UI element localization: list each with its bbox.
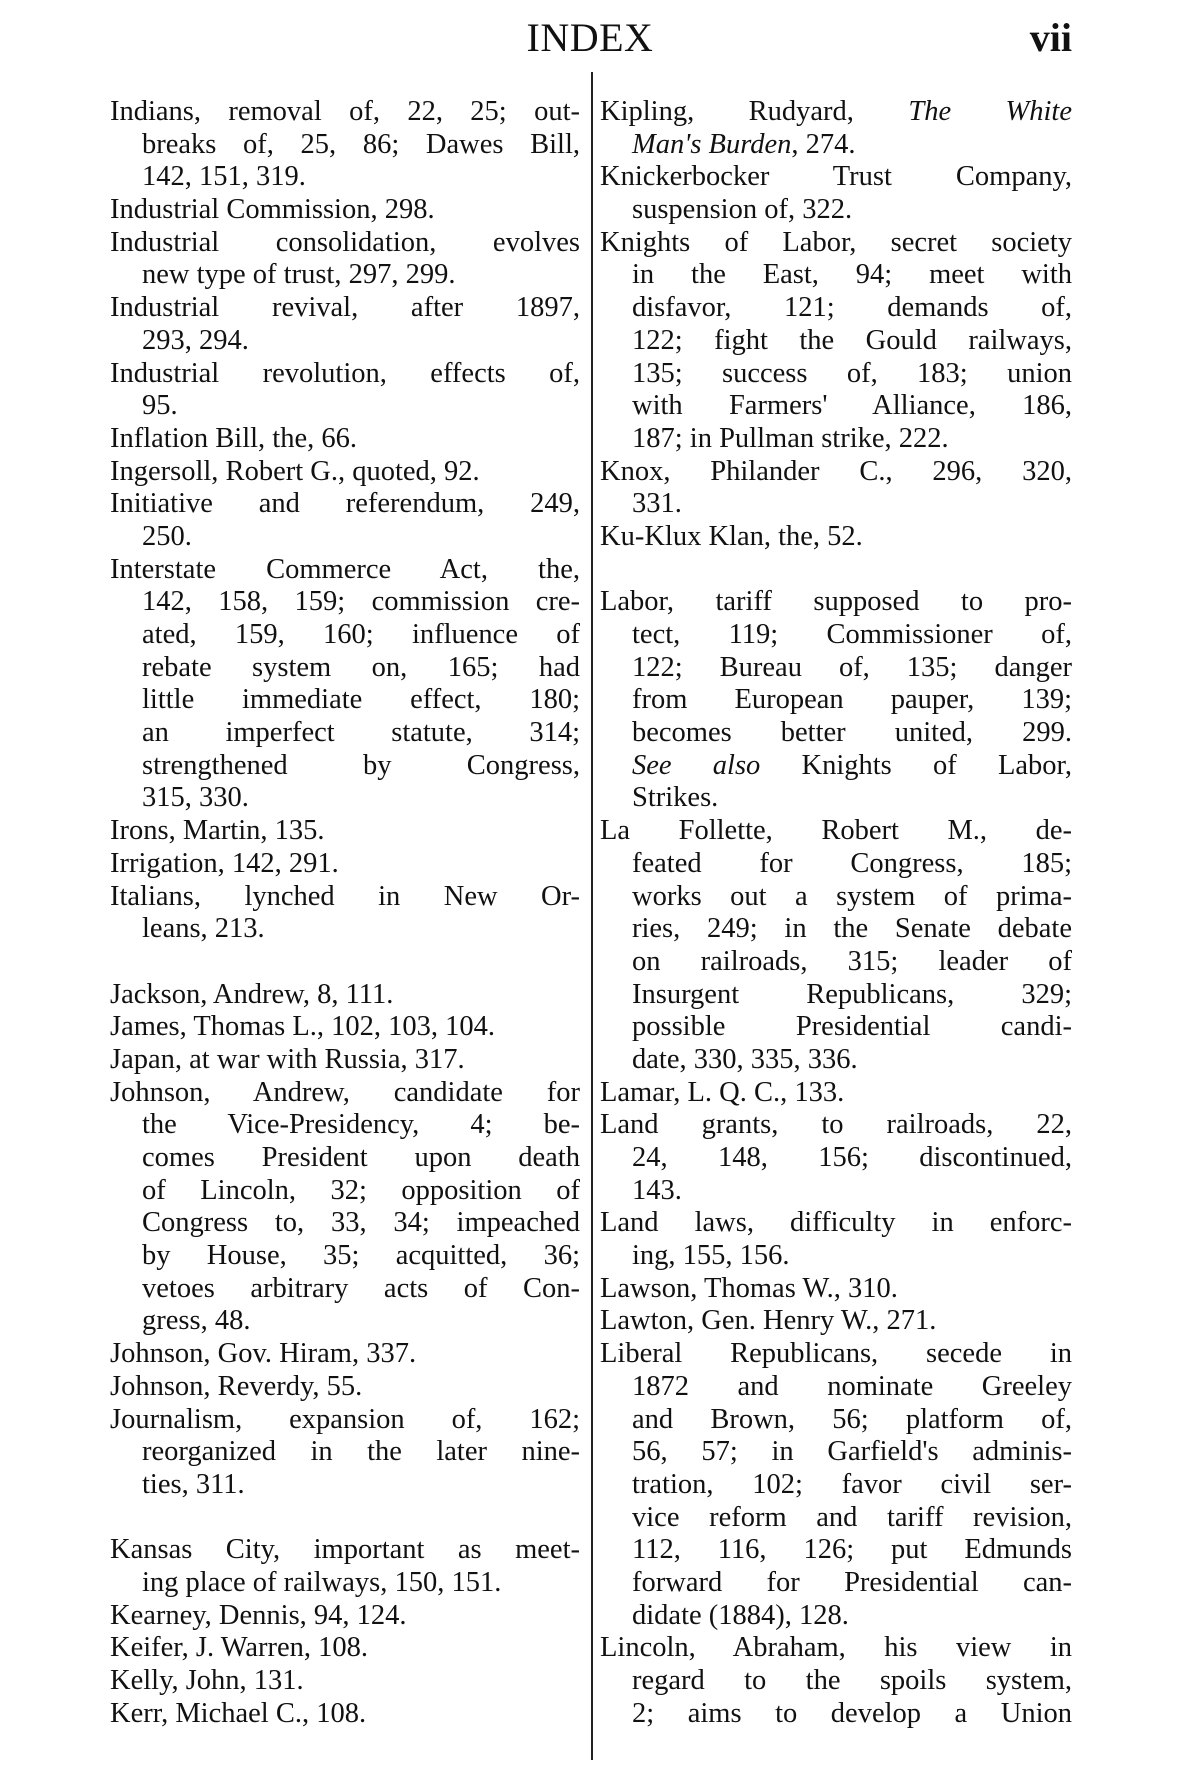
entry-heading-line: Italians, lynched in New Or-: [110, 880, 580, 912]
entry-continuation-line: new type of trust, 297, 299.: [142, 259, 456, 291]
entry-continuation-line: ated, 159, 160; influence of: [142, 619, 580, 650]
index-entry: [600, 1273, 1072, 1306]
entry-continuation-line: rebate system on, 165; had: [142, 651, 580, 683]
entry-text: Knights of Labor,: [760, 749, 1072, 781]
entry-heading-line: Industrial consolidation, evolves: [110, 226, 580, 258]
entry-heading-line: Lamar, L. Q. C., 133.: [600, 1076, 845, 1108]
entry-heading-line: Industrial revival, after 1897,: [110, 292, 580, 324]
entry-continuation-line: little immediate effect, 180;: [142, 684, 580, 716]
entry-heading-line: Irons, Martin, 135.: [110, 815, 325, 847]
index-entry: [110, 358, 580, 423]
section-gap: [110, 946, 580, 979]
entry-continuation-line: 142, 151, 319.: [142, 161, 306, 193]
index-entry: [110, 423, 580, 456]
index-column-right: [600, 96, 1072, 1730]
index-entry: [110, 1632, 580, 1665]
index-entry: [110, 1698, 580, 1731]
entry-heading-line: Knox, Philander C., 296, 320,: [600, 455, 1072, 487]
index-entry: [110, 815, 580, 848]
page-title: INDEX: [526, 15, 654, 60]
entry-heading-line: Irrigation, 142, 291.: [110, 847, 339, 879]
index-entry: [110, 292, 580, 357]
index-entry: [600, 1207, 1072, 1272]
index-column-left: [110, 96, 580, 1730]
index-entry: [110, 96, 580, 194]
section-gap: [600, 554, 1072, 587]
index-entry: [600, 815, 1072, 1077]
entry-continuation-line: 293, 294.: [142, 324, 249, 356]
index-entry: [110, 1665, 580, 1698]
index-entry: [110, 1404, 580, 1502]
entry-continuation-line: suspension of, 322.: [632, 194, 853, 226]
entry-heading-line: Keifer, J. Warren, 108.: [110, 1632, 368, 1664]
entry-continuation-line: 112, 116, 126; put Edmunds: [632, 1534, 1072, 1566]
entry-heading-line: Knickerbocker Trust Company,: [600, 161, 1072, 193]
entry-continuation-line: vetoes arbitrary acts of Con-: [142, 1272, 580, 1304]
index-entry: [110, 881, 580, 946]
entry-continuation-line: tect, 119; Commissioner of,: [632, 619, 1072, 650]
entry-continuation-line: Insurgent Republicans, 329;: [632, 978, 1072, 1010]
entry-continuation-line: didate (1884), 128.: [632, 1599, 849, 1631]
entry-heading-line: Kansas City, important as meet-: [110, 1534, 580, 1566]
entry-heading-line: Jackson, Andrew, 8, 111.: [110, 978, 394, 1010]
entry-continuation-line: becomes better united, 299.: [632, 717, 1072, 749]
index-entry: [110, 1011, 580, 1044]
entry-heading-line: Interstate Commerce Act, the,: [110, 553, 580, 585]
entry-continuation-line: 142, 158, 159; commission cre-: [142, 586, 580, 618]
entry-heading-line: [600, 96, 1072, 129]
entry-continuation-line: ries, 249; in the Senate debate: [632, 913, 1072, 945]
entry-continuation-line: reorganized in the later nine-: [142, 1436, 580, 1468]
entry-heading-line: Labor, tariff supposed to pro-: [600, 586, 1072, 618]
entry-continuation-line: from European pauper, 139;: [632, 684, 1072, 716]
entry-text: Kipling, Rudyard,: [600, 96, 909, 127]
entry-heading-line: Journalism, expansion of, 162;: [110, 1403, 580, 1435]
index-entry: [110, 979, 580, 1012]
index-entry: [110, 1600, 580, 1633]
entry-heading-line: Johnson, Andrew, candidate for: [110, 1076, 580, 1108]
index-entry: [110, 554, 580, 816]
entry-continuation-line: 56, 57; in Garfield's adminis-: [632, 1436, 1072, 1468]
index-entry: [600, 586, 1072, 815]
entry-continuation-line: in the East, 94; meet with: [632, 259, 1072, 291]
entry-heading-line: James, Thomas L., 102, 103, 104.: [110, 1011, 495, 1043]
section-gap: [110, 1502, 580, 1535]
index-entry: [600, 227, 1072, 456]
entry-heading-line: Lincoln, Abraham, his view in: [600, 1632, 1072, 1664]
index-entry: [600, 521, 1072, 554]
entry-heading-line: Land grants, to railroads, 22,: [600, 1109, 1072, 1141]
entry-continuation-line: forward for Presidential can-: [632, 1566, 1072, 1598]
entry-heading-line: Land laws, difficulty in enforc-: [600, 1207, 1072, 1239]
entry-continuation-line: ing place of railways, 150, 151.: [142, 1566, 502, 1598]
index-entry: [600, 161, 1072, 226]
entry-continuation-line: on railroads, 315; leader of: [632, 945, 1072, 977]
entry-continuation-line: Congress to, 33, 34; impeached: [142, 1207, 580, 1239]
italic-title-text: See also: [632, 749, 761, 781]
index-entry: [110, 456, 580, 489]
entry-continuation-line: ing, 155, 156.: [632, 1240, 790, 1272]
entry-continuation-line: tration, 102; favor civil ser-: [632, 1468, 1072, 1500]
entry-continuation-line: vice reform and tariff revision,: [632, 1501, 1072, 1533]
entry-continuation-line: 1872 and nominate Greeley: [632, 1370, 1072, 1402]
index-entry: [600, 1305, 1072, 1338]
entry-heading-line: Johnson, Reverdy, 55.: [110, 1370, 363, 1402]
entry-continuation-line: date, 330, 335, 336.: [632, 1043, 858, 1075]
index-entry: [110, 1338, 580, 1371]
index-entry: [110, 1044, 580, 1077]
index-entry: [600, 96, 1072, 161]
entry-continuation-line: with Farmers' Alliance, 186,: [632, 390, 1072, 422]
entry-continuation-line: works out a system of prima-: [632, 880, 1072, 912]
entry-continuation-line: [600, 750, 1072, 783]
entry-continuation-line: 122; fight the Gould railways,: [632, 324, 1072, 356]
entry-continuation-line: 331.: [632, 488, 682, 520]
italic-title-text: Man's Burden: [632, 128, 792, 160]
entry-continuation-line: ties, 311.: [142, 1468, 245, 1500]
entry-continuation-line: Strikes.: [632, 782, 719, 814]
entry-continuation-line: regard to the spoils system,: [632, 1665, 1072, 1696]
index-entry: [600, 1077, 1072, 1110]
entry-heading-line: Kearney, Dennis, 94, 124.: [110, 1599, 407, 1631]
index-entry: [600, 1338, 1072, 1632]
column-divider: [591, 72, 593, 1760]
entry-heading-line: Kelly, John, 131.: [110, 1665, 304, 1696]
entry-continuation-line: 143.: [632, 1174, 682, 1206]
entry-heading-line: Johnson, Gov. Hiram, 337.: [110, 1338, 417, 1370]
entry-continuation-line: 315, 330.: [142, 782, 249, 814]
entry-heading-line: Indians, removal of, 22, 25; out-: [110, 96, 580, 127]
index-entry: [110, 488, 580, 553]
entry-continuation-line: 135; success of, 183; union: [632, 357, 1072, 389]
index-entry: [600, 1632, 1072, 1730]
entry-continuation-line: the Vice-Presidency, 4; be-: [142, 1109, 580, 1141]
page-number: vii: [1029, 15, 1072, 60]
entry-continuation-line: an imperfect statute, 314;: [142, 717, 580, 749]
italic-title-text: The White: [908, 96, 1072, 127]
entry-heading-line: Lawton, Gen. Henry W., 271.: [600, 1305, 937, 1337]
index-entry: [600, 456, 1072, 521]
entry-heading-line: Kerr, Michael C., 108.: [110, 1697, 367, 1729]
entry-continuation-line: of Lincoln, 32; opposition of: [142, 1174, 580, 1206]
entry-continuation-line: 24, 148, 156; discontinued,: [632, 1142, 1072, 1173]
entry-continuation-line: feated for Congress, 185;: [632, 847, 1072, 879]
entry-heading-line: Initiative and referendum, 249,: [110, 488, 580, 520]
entry-heading-line: Industrial revolution, effects of,: [110, 357, 580, 389]
entry-continuation-line: gress, 48.: [142, 1305, 251, 1337]
entry-continuation-line: 187; in Pullman strike, 222.: [632, 422, 949, 454]
index-entry: [110, 848, 580, 881]
entry-continuation-line: [600, 129, 1072, 162]
entry-heading-line: Inflation Bill, the, 66.: [110, 422, 357, 454]
index-entry: [110, 1371, 580, 1404]
entry-continuation-line: 2; aims to develop a Union: [632, 1697, 1072, 1729]
entry-continuation-line: comes President upon death: [142, 1142, 580, 1173]
entry-continuation-line: breaks of, 25, 86; Dawes Bill,: [142, 128, 580, 160]
index-entry: [110, 227, 580, 292]
entry-continuation-line: strengthened by Congress,: [142, 749, 580, 781]
entry-continuation-line: disfavor, 121; demands of,: [632, 292, 1072, 324]
index-entry: [110, 1534, 580, 1599]
index-entry: [110, 1077, 580, 1339]
entry-continuation-line: leans, 213.: [142, 913, 265, 945]
entry-continuation-line: and Brown, 56; platform of,: [632, 1403, 1072, 1435]
entry-heading-line: Ku-Klux Klan, the, 52.: [600, 520, 863, 552]
entry-continuation-line: 122; Bureau of, 135; danger: [632, 651, 1072, 683]
entry-heading-line: Industrial Commission, 298.: [110, 194, 435, 226]
entry-heading-line: Liberal Republicans, secede in: [600, 1338, 1072, 1370]
entry-heading-line: Japan, at war with Russia, 317.: [110, 1043, 465, 1075]
entry-heading-line: Lawson, Thomas W., 310.: [600, 1272, 898, 1304]
entry-text: , 274.: [791, 128, 856, 160]
entry-continuation-line: 95.: [142, 390, 178, 422]
entry-heading-line: La Follette, Robert M., de-: [600, 815, 1072, 847]
index-entry: [600, 1109, 1072, 1207]
entry-continuation-line: by House, 35; acquitted, 36;: [142, 1240, 580, 1272]
entry-continuation-line: possible Presidential candi-: [632, 1011, 1072, 1043]
entry-heading-line: Ingersoll, Robert G., quoted, 92.: [110, 455, 480, 487]
entry-continuation-line: 250.: [142, 520, 192, 552]
index-entry: [110, 194, 580, 227]
entry-heading-line: Knights of Labor, secret society: [600, 226, 1072, 258]
